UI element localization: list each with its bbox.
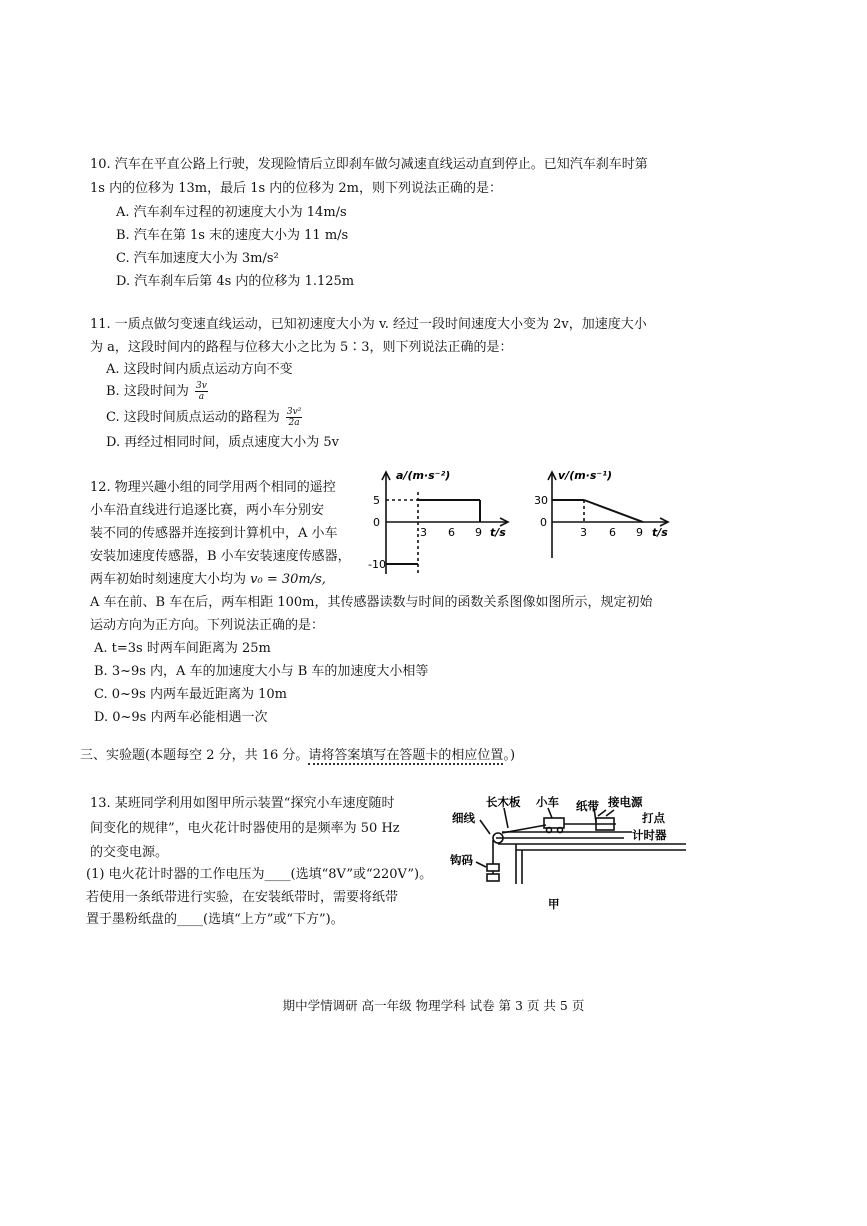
section3-prefix: 三、实验题(本题每空 2 分，共 16 分。	[80, 748, 309, 763]
v-graph-ytick-0: 0	[540, 516, 547, 529]
q11-option-c-text: C. 这段时间质点运动的路程为	[106, 410, 280, 425]
q10-stem-line1: 10. 汽车在平直公路上行驶，发现险情后立即刹车做匀减速直线运动直到停止。已知汽车刹车时第	[90, 157, 648, 172]
q10-option-c: C. 汽车加速度大小为 3m/s²	[116, 251, 279, 266]
label-power: 接电源	[608, 795, 643, 809]
q12-line7: 运动方向为正方向。下列说法正确的是：	[90, 618, 325, 633]
q13-line5: 若使用一条纸带进行实验，在安装纸带时，需要将纸带	[86, 890, 399, 905]
q11-option-b-fraction: $\frac{3v}{a}$	[195, 381, 207, 402]
q11-option-c-fraction: $\frac{\text{3v²}}{2a}$	[286, 407, 302, 428]
figure-caption: 甲	[548, 897, 560, 911]
v-graph-segment-3-9s	[584, 500, 643, 522]
cart-wheel-2	[558, 828, 563, 833]
q13-line2: 间变化的规律”，电火花计时器使用的是频率为 50 Hz	[90, 821, 400, 836]
q12-line5-prefix: 两车初始时刻速度大小均为	[90, 572, 247, 587]
label-tape: 纸带	[576, 799, 599, 813]
q11-stem-line1: 11. 一质点做匀变速直线运动，已知初速度大小为 v. 经过一段时间速度大小变为 2v，加速度大小	[90, 317, 647, 332]
v-graph-xtick-6: 6	[609, 526, 616, 539]
a-graph-xtick-6: 6	[448, 526, 455, 539]
velocity-time-graph	[528, 466, 678, 566]
q12-option-c: C. 0~9s 内两车最近距离为 10m	[94, 687, 287, 702]
a-graph-ytick-5: 5	[373, 494, 380, 507]
q12-initial-velocity: v₀ = 30m/s,	[250, 572, 326, 587]
q12-line3: 装不同的传感器并连接到计算机中，A 小车	[90, 526, 338, 541]
v-graph-xtick-3: 3	[580, 526, 587, 539]
section3-suffix: 。)	[503, 748, 516, 763]
q12-line4: 安装加速度传感器，B 小车安装速度传感器，	[90, 549, 351, 564]
a-graph-ytick-0: 0	[373, 516, 380, 529]
v-graph-xlabel: t/s	[652, 526, 668, 539]
q13-line1: 13. 某班同学利用如图甲所示装置“探究小车速度随时	[90, 796, 395, 811]
q12-line1: 12. 物理兴趣小组的同学用两个相同的遥控	[90, 480, 336, 495]
q10-option-b: B. 汽车在第 1s 末的速度大小为 11 m/s	[116, 228, 349, 243]
label-weight: 钩码	[450, 853, 473, 867]
a-graph-xtick-3: 3	[420, 526, 427, 539]
weight-1	[487, 864, 499, 871]
a-graph-ylabel: a/(m·s⁻²)	[396, 469, 451, 482]
label-string: 细线	[452, 811, 475, 825]
page-footer: 期中学情调研 高一年级 物理学科 试卷 第 3 页 共 5 页	[282, 998, 585, 1013]
q11-option-d: D. 再经过相同时间，质点速度大小为 5v	[106, 435, 339, 450]
label-timer: 计时器	[632, 828, 667, 842]
a-graph-xlabel: t/s	[490, 526, 506, 539]
q10-stem-line2: 1s 内的位移为 13m，最后 1s 内的位移为 2m，则下列说法正确的是：	[90, 181, 503, 196]
cart-body	[544, 818, 564, 828]
q12-option-d: D. 0~9s 内两车必能相遇一次	[94, 710, 268, 725]
section3-emphasis: 请将答案填写在答题卡的相应位置	[308, 748, 504, 763]
q11-option-c	[106, 407, 302, 428]
q12-option-a: A. t=3s 时两车间距离为 25m	[94, 641, 271, 656]
v-graph-ytick-30: 30	[534, 494, 548, 507]
v-graph-ylabel: v/(m·s⁻¹)	[558, 469, 613, 482]
section3-heading	[80, 747, 515, 765]
q13-line3: 的交变电源。	[90, 845, 169, 860]
cart-wheel-1	[547, 828, 552, 833]
q11-option-a: A. 这段时间内质点运动方向不变	[106, 362, 293, 377]
v-graph-xtick-9: 9	[636, 526, 643, 539]
q12-line2: 小车沿直线进行追逐比赛，两小车分别安	[90, 503, 325, 518]
q10-option-a: A. 汽车刹车过程的初速度大小为 14m/s	[116, 205, 347, 220]
q12-line6: A 车在前、B 车在后，两车相距 100m，其传感器读数与时间的函数关系图像如图所示，规定初始	[90, 595, 653, 610]
q13-line6: 置于墨粉纸盘的____(选填“上方”或“下方”)。	[86, 912, 344, 927]
label-cart: 小车	[536, 795, 559, 809]
apparatus-figure	[446, 792, 696, 922]
q11-option-b	[106, 381, 208, 402]
q11-stem-line2: 为 a，这段时间内的路程与位移大小之比为 5∶3，则下列说法正确的是：	[90, 340, 513, 355]
label-board: 长木板	[486, 795, 521, 809]
q12-line5	[90, 571, 326, 589]
q11-option-b-text: B. 这段时间为	[106, 384, 189, 399]
label-dot: 打点	[642, 811, 665, 825]
a-graph-ytick-minus10: -10	[368, 558, 386, 571]
acceleration-time-graph	[368, 466, 518, 581]
q10-option-d: D. 汽车刹车后第 4s 内的位移为 1.125m	[116, 274, 355, 289]
weight-2	[487, 874, 499, 881]
a-graph-xtick-9: 9	[475, 526, 482, 539]
q13-line4: (1) 电火花计时器的工作电压为____(选填“8V”或“220V”)。	[86, 867, 433, 882]
q12-option-b: B. 3~9s 内，A 车的加速度大小与 B 车的加速度大小相等	[94, 664, 429, 679]
